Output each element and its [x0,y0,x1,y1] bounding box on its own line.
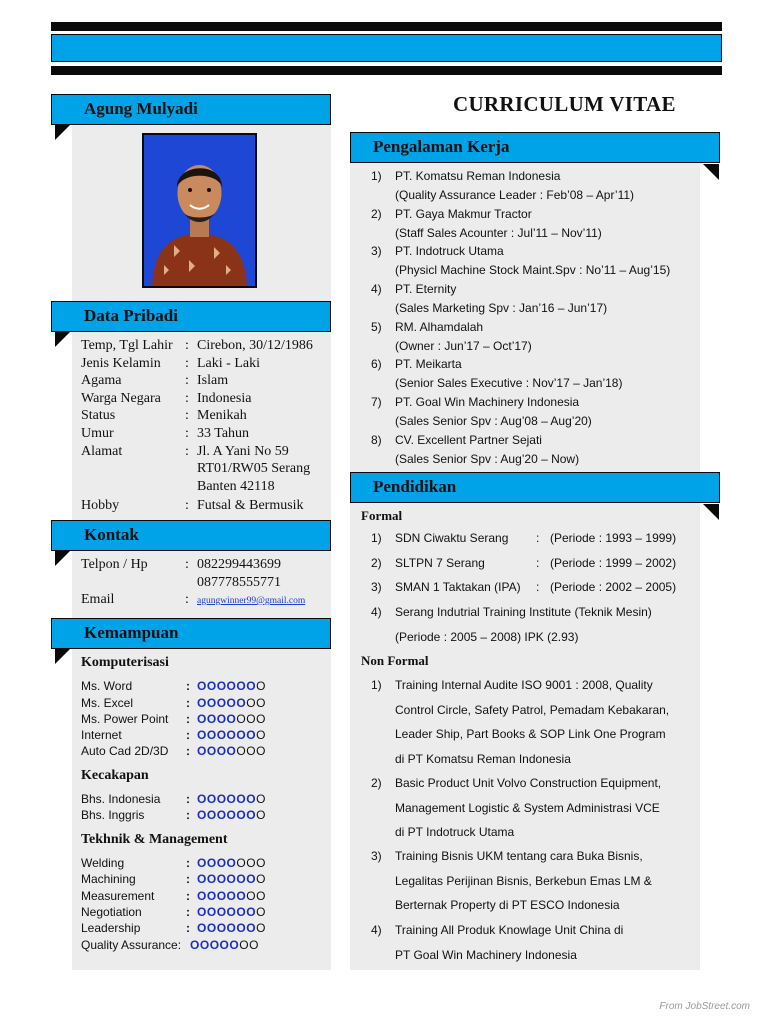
rating-dot-filled: O [226,921,237,935]
colon: : [185,557,189,572]
rating-dot-empty: O [256,744,266,758]
rating-dot-filled: O [197,712,207,726]
rating-dot-filled: O [236,905,247,919]
nonformal-title: Non Formal [361,653,429,668]
rating-dot-filled: O [216,728,227,742]
rating-dot-filled: O [236,872,247,886]
top-blue-banner [51,34,722,62]
name-header [51,94,331,125]
experience-item: 5) RM. Alhamdalah (Owner : Jun’17 – Oct’17) [371,320,532,353]
rating-dot-empty: O [256,808,266,822]
personal-row: Jenis Kelamin : Laki - Laki [81,356,260,371]
skill-rating [197,807,266,823]
colon: : [185,444,189,459]
colon: : [185,408,189,423]
section-header-pendidikan: Pendidikan [350,472,720,503]
colon: : [185,373,189,388]
rating-dot-filled: O [216,696,227,710]
top-black-bar [51,22,722,31]
skill-rating [190,937,259,953]
rating-dot-filled: O [206,921,217,935]
experience-item: 2) PT. Gaya Makmur Tractor (Staff Sales Acounter : Jul’11 – Nov’11) [371,207,602,240]
rating-dot-filled: O [226,905,237,919]
kontak-corner [55,550,71,566]
rating-dot-filled: O [216,744,227,758]
rating-dot-filled: O [190,938,200,952]
rating-dot-empty: O [256,889,266,903]
rating-dot-filled: O [246,679,257,693]
personal-row: Temp, Tgl Lahir : Cirebon, 30/12/1986 [81,338,313,353]
colon: : [185,356,189,371]
rating-dot-filled: O [197,792,207,806]
skill-rating [197,855,266,871]
email-link[interactable]: agungwinner99@gmail.com [197,596,306,606]
experience-item: 1) PT. Komatsu Reman Indonesia (Quality Assurance Leader : Feb’08 – Apr’11) [371,169,635,202]
rating-dot-filled: O [216,872,227,886]
experience-item: 7) PT. Goal Win Machinery Indonesia (Sales Senior Spv : Aug’08 – Aug’20) [371,395,592,428]
section-header-data-pribadi: Data Pribadi [51,301,331,332]
rating-dot-filled: O [197,889,207,903]
rating-dot-empty: O [256,921,266,935]
rating-dot-filled: O [197,744,207,758]
rating-dot-empty: O [256,696,266,710]
rating-dot-filled: O [226,744,237,758]
personal-row: Umur : 33 Tahun [81,426,250,441]
rating-dot-filled: O [197,679,207,693]
rating-dot-filled: O [197,921,207,935]
rating-dot-filled: O [219,938,230,952]
colon: : [185,498,189,513]
rating-dot-filled: O [206,889,217,903]
profile-photo [142,133,257,288]
skill-group-title: Kecakapan [81,768,149,783]
rating-dot-empty: O [256,792,266,806]
formal-item: 2) SLTPN 7 Serang : (Periode : 1999 – 2002) [371,556,677,570]
rating-dot-filled: O [246,872,257,886]
colon: : [185,391,189,406]
formal-title: Formal [361,508,403,523]
formal-item: 3) SMAN 1 Taktakan (IPA) : (Periode : 2002 – 2005) [371,580,677,594]
rating-dot-filled: O [206,728,217,742]
rating-dot-filled: O [206,905,217,919]
rating-dot-filled: O [226,808,237,822]
personal-row: Agama : Islam [81,373,229,388]
section-header-kemampuan: Kemampuan [51,618,331,649]
personal-row: Status : Menikah [81,408,247,423]
contact-email: Email : agungwinner99@gmail.com [81,591,331,609]
rating-dot-filled: O [236,728,247,742]
top-black-bar-lower [51,66,722,75]
section-header-kontak: Kontak [51,520,331,551]
rating-dot-filled: O [197,696,207,710]
rating-dot-empty: O [239,938,250,952]
nonformal-item: 3) Training Bisnis UKM tentang cara Buka Bisnis, Legalitas Perijinan Bisnis, Berkebun Emas LM & Berternak Property di PT ESCO Indonesia [371,849,652,912]
skill-row: Machining : OOOOOOO [81,872,266,886]
colon: : [186,728,190,742]
rating-dot-filled: O [226,856,237,870]
pengalaman-corner [703,164,719,180]
skill-rating [197,727,266,743]
rating-dot-filled: O [206,808,217,822]
skill-row: Bhs. Indonesia : OOOOOOO [81,792,266,806]
phone-2[interactable]: 087778555771 [197,575,281,590]
colon: : [185,338,189,353]
experience-item: 4) PT. Eternity (Sales Marketing Spv : Jan’16 – Jun’17) [371,282,608,315]
document-title: CURRICULUM VITAE [453,92,676,116]
formal-item: 1) SDN Ciwaktu Serang : (Periode : 1993 – 1999) [371,531,677,545]
rating-dot-empty: O [246,856,257,870]
colon: : [186,792,190,806]
skill-row: Welding : OOOOOOO [81,856,266,870]
name-header-corner [55,124,71,140]
rating-dot-filled: O [206,856,217,870]
rating-dot-empty: O [256,712,266,726]
rating-dot-filled: O [206,744,217,758]
rating-dot-filled: O [246,792,257,806]
rating-dot-empty: O [256,679,266,693]
personal-row: Warga Negara : Indonesia [81,391,252,406]
kemampuan-corner [55,648,71,664]
colon: : [186,744,190,758]
rating-dot-filled: O [226,728,237,742]
skill-rating [197,711,266,727]
colon: : [185,426,189,441]
colon: : [186,889,190,903]
rating-dot-filled: O [226,679,237,693]
rating-dot-empty: O [256,905,266,919]
skill-group-title: Komputerisasi [81,655,169,670]
rating-dot-filled: O [197,808,207,822]
rating-dot-empty: O [249,938,259,952]
rating-dot-filled: O [236,679,247,693]
rating-dot-filled: O [229,938,240,952]
experience-item: 3) PT. Indotruck Utama (Physicl Machine Stock Maint.Spv : No’11 – Aug’15) [371,244,671,277]
rating-dot-filled: O [216,889,227,903]
skill-rating [197,888,266,904]
rating-dot-filled: O [226,696,237,710]
colon: : [186,712,190,726]
rating-dot-empty: O [236,712,247,726]
rating-dot-filled: O [226,792,237,806]
skill-rating [197,791,266,807]
rating-dot-filled: O [206,872,217,886]
skill-rating [197,678,266,694]
colon: : [186,808,190,822]
rating-dot-filled: O [226,889,237,903]
colon: : [186,905,190,919]
rating-dot-filled: O [236,808,247,822]
colon: : [185,592,189,607]
rating-dot-filled: O [197,905,207,919]
rating-dot-filled: O [206,696,217,710]
skill-row: Ms. Excel : OOOOOOO [81,696,266,710]
experience-item: 8) CV. Excellent Partner Sejati (Sales Senior Spv : Aug’20 – Now) [371,433,580,466]
skill-row: Internet : OOOOOOO [81,728,266,742]
rating-dot-filled: O [197,856,207,870]
rating-dot-filled: O [246,905,257,919]
rating-dot-filled: O [206,679,217,693]
skill-rating [197,920,266,936]
skill-row: Bhs. Inggris : OOOOOOO [81,808,266,822]
skill-row: Ms. Word : OOOOOOO [81,679,266,693]
rating-dot-filled: O [216,679,227,693]
colon: : [186,696,190,710]
person-silhouette-icon [144,135,255,286]
skill-row: Ms. Power Point : OOOOOOO [81,712,266,726]
colon: : [186,921,190,935]
skill-row: Quality Assurance: OOOOOOO [81,938,259,952]
rating-dot-empty: O [246,696,257,710]
rating-dot-empty: O [236,744,247,758]
rating-dot-filled: O [197,728,207,742]
rating-dot-filled: O [216,792,227,806]
name-text: Agung Mulyadi [84,99,198,118]
rating-dot-filled: O [246,808,257,822]
personal-row: Hobby : Futsal & Bermusik [81,498,304,513]
rating-dot-filled: O [246,728,257,742]
rating-dot-filled: O [216,808,227,822]
rating-dot-filled: O [226,712,237,726]
rating-dot-empty: O [246,712,257,726]
rating-dot-filled: O [206,712,217,726]
colon: : [186,872,190,886]
skill-row: Leadership : OOOOOOO [81,921,266,935]
rating-dot-filled: O [236,696,247,710]
rating-dot-empty: O [256,856,266,870]
skill-rating [197,695,266,711]
colon: : [186,679,190,693]
pendidikan-corner [703,504,719,520]
rating-dot-filled: O [236,792,247,806]
rating-dot-filled: O [206,792,217,806]
skill-group-title: Tekhnik & Management [81,832,228,847]
phone-1[interactable]: 082299443699 [197,557,281,572]
skill-rating [197,904,266,920]
rating-dot-filled: O [246,921,257,935]
personal-row: Alamat : Jl. A Yani No 59 RT01/RW05 Serang Banten 42118 [81,444,311,494]
rating-dot-empty: O [246,889,257,903]
colon: : [186,856,190,870]
skill-row: Auto Cad 2D/3D : OOOOOOO [81,744,266,758]
rating-dot-filled: O [226,872,237,886]
rating-dot-empty: O [236,856,247,870]
rating-dot-filled: O [216,921,227,935]
rating-dot-filled: O [197,872,207,886]
formal-item: 4) Serang Indutrial Training Institute (Teknik Mesin) (Periode : 2005 – 2008) IPK (2.93) [371,605,652,644]
rating-dot-filled: O [199,938,210,952]
skill-rating [197,871,266,887]
data-pribadi-corner [55,331,71,347]
rating-dot-filled: O [236,921,247,935]
rating-dot-empty: O [256,872,266,886]
footer-source: From JobStreet.com [659,1001,750,1012]
section-header-pengalaman: Pengalaman Kerja [350,132,720,163]
skill-row: Measurement : OOOOOOO [81,889,266,903]
rating-dot-filled: O [236,889,247,903]
contact-phone: Telpon / Hp : 082299443699 087778555771 [81,557,281,590]
nonformal-item: 1) Training Internal Audite ISO 9001 : 2008, Quality Control Circle, Safety Patrol, Pemadam Kebakaran, Leader Ship, Part Books & SOP Link One Program di PT Komatsu Reman Indonesia [371,678,670,766]
skill-rating [197,743,266,759]
nonformal-item: 2) Basic Product Unit Volvo Construction Equipment, Management Logistic & System Administrasi VCE di PT Indotruck Utama [371,776,662,839]
rating-dot-filled: O [209,938,220,952]
rating-dot-filled: O [216,856,227,870]
rating-dot-empty: O [246,744,257,758]
rating-dot-filled: O [216,712,227,726]
nonformal-item: 4) Training All Produk Knowlage Unit China di PT Goal Win Machinery Indonesia [371,923,624,962]
skill-row: Negotiation : OOOOOOO [81,905,266,919]
rating-dot-empty: O [256,728,266,742]
experience-item: 6) PT. Meikarta (Senior Sales Executive : Nov’17 – Jan’18) [371,357,623,390]
rating-dot-filled: O [216,905,227,919]
